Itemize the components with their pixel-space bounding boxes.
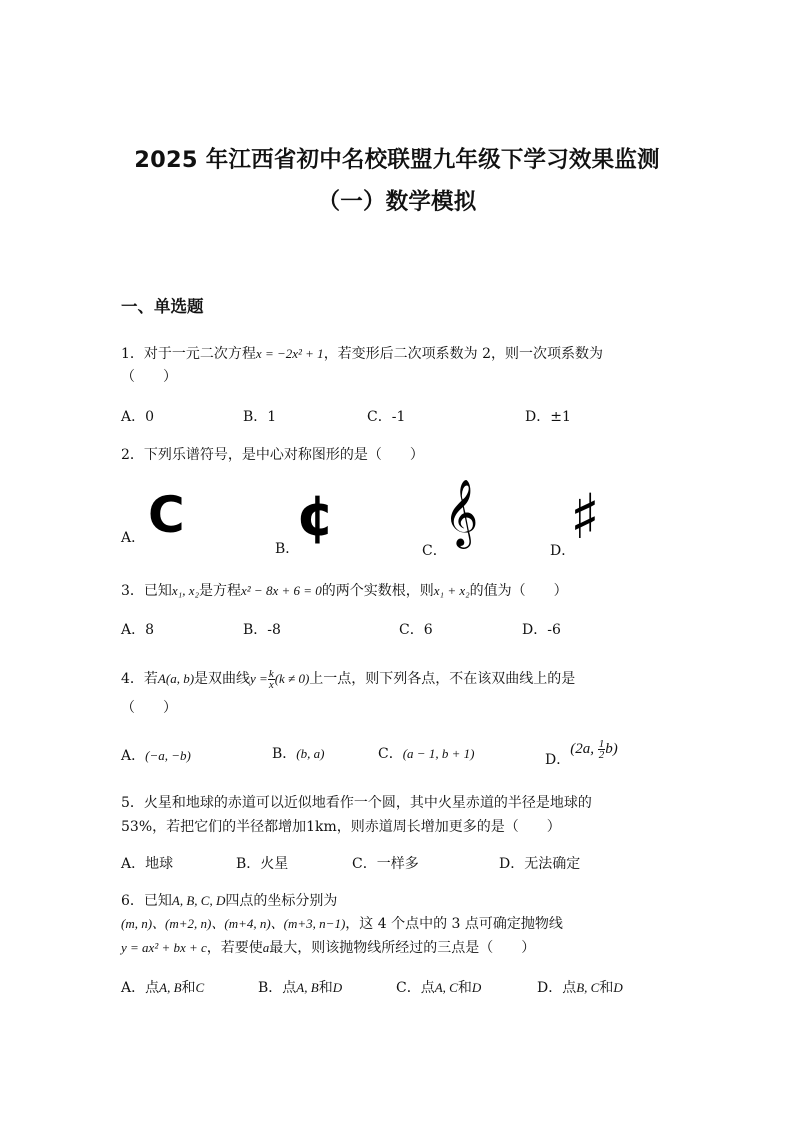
q4-option-c-math: (a − 1, b + 1)	[402, 746, 475, 761]
q1-option-c[interactable]: C．-1	[367, 409, 406, 425]
q4-option-d[interactable]	[545, 737, 618, 768]
q6-option-c[interactable]	[396, 977, 481, 997]
question-3-roots: x₁, x₂	[171, 583, 200, 598]
q6-option-b[interactable]	[258, 977, 342, 997]
question-5-line-1: 5．火星和地球的赤道可以近似地看作一个圆，其中火星赤道的半径是地球的	[121, 795, 592, 811]
question-6-text-mid3: ，若要使	[206, 940, 263, 956]
question-6-text-tail: 四点的坐标分别为	[225, 893, 338, 909]
q6-option-d-label: D．点	[537, 980, 577, 996]
question-4-text-tail: 上一点，则下列各点，不在该双曲线上的是	[309, 671, 576, 687]
question-4-bracket: （ ）	[121, 700, 177, 716]
question-6-text: 6．已知	[121, 893, 172, 909]
q6-option-d-last: D	[613, 980, 623, 995]
q6-option-a[interactable]	[121, 977, 204, 997]
question-4-condition: (k ≠ 0)	[274, 671, 310, 686]
fraction-numerator: k	[268, 667, 274, 680]
q6-option-b-points: A, B	[296, 980, 319, 995]
q4-option-b-label: B．	[272, 746, 297, 762]
question-3-text-mid: 是方程	[199, 583, 242, 599]
q4-option-a[interactable]	[121, 745, 191, 765]
question-6-line-2	[121, 913, 563, 933]
q4-option-a-math: (−a, −b)	[145, 748, 191, 763]
q6-option-a-and: 和	[181, 980, 196, 996]
sharp-icon: ♯	[570, 480, 601, 553]
question-3-text: 3．已知	[121, 583, 172, 599]
treble-clef-icon: 𝄞	[444, 478, 479, 546]
question-6-coordinates: (m, n)、(m+2, n)、(m+4, n)、(m+3, n−1)	[121, 916, 346, 931]
q6-option-d-points: B, C	[576, 980, 600, 995]
q5-option-a[interactable]: A．地球	[121, 856, 174, 872]
fraction-denominator: x	[268, 678, 274, 691]
question-3-text-mid2: 的两个实数根，则	[321, 583, 434, 599]
question-3-sum: x₁ + x₂	[433, 583, 470, 598]
q6-option-b-last: D	[332, 980, 343, 995]
question-1-text-tail: ，若变形后二次项系数为 2，则一次项系数为	[323, 346, 604, 362]
q4-option-d-math: (2a,	[570, 741, 598, 757]
q4-option-b-math: (b, a)	[296, 746, 325, 761]
question-6-text-mid: ，这 4 个点中的 3 点可确定抛物线	[345, 916, 563, 932]
page-subtitle: （一）数学模拟	[317, 189, 477, 215]
cut-time-icon: ¢	[296, 484, 335, 549]
question-6-line-3	[121, 937, 535, 957]
q6-option-a-points: A, B	[159, 980, 182, 995]
q5-option-b[interactable]: B．火星	[236, 856, 289, 872]
fraction-numerator: 1	[598, 737, 605, 750]
question-3-equation: x² − 8x + 6 = 0	[241, 583, 322, 598]
q1-option-d[interactable]: D．±1	[525, 409, 571, 425]
question-4-func-lhs: y =	[250, 671, 268, 686]
q6-option-c-points: A, C	[434, 980, 458, 995]
q3-option-c[interactable]: C．6	[399, 622, 433, 638]
question-1-bracket: （ ）	[121, 369, 177, 385]
section-heading: 一、单选题	[121, 297, 204, 316]
q4-option-b[interactable]	[272, 743, 324, 763]
q6-option-d[interactable]	[537, 977, 623, 997]
q3-option-b[interactable]: B．-8	[243, 622, 281, 638]
q6-option-d-and: 和	[599, 980, 614, 996]
question-2-text: 2．下列乐谱符号，是中心对称图形的是（ ）	[121, 447, 424, 463]
q1-option-b[interactable]: B．1	[243, 409, 277, 425]
question-5-line-2: 53%，若把它们的半径都增加1km，则赤道周长增加更多的是（ ）	[121, 819, 561, 835]
question-4-text: 4．若	[121, 671, 158, 687]
q6-option-c-label: C．点	[396, 980, 435, 996]
question-3-text-tail: 的值为（ ）	[469, 583, 568, 599]
question-6-line-1	[121, 890, 337, 910]
question-4-point: A(a, b)	[157, 671, 195, 686]
q6-option-a-last: C	[195, 980, 205, 995]
question-4-fraction	[268, 669, 275, 690]
q3-option-d[interactable]: D．-6	[522, 622, 561, 638]
q6-option-a-label: A．点	[121, 980, 160, 996]
page-title: 2025 年江西省初中名校联盟九年级下学习效果监测	[134, 147, 660, 173]
question-6-coefficient: a	[262, 940, 270, 955]
q4-option-c-label: C．	[378, 746, 403, 762]
q4-option-d-math-tail: b)	[605, 741, 618, 757]
question-3	[121, 580, 568, 600]
common-time-icon: C	[148, 486, 185, 544]
q4-option-c[interactable]	[378, 743, 474, 763]
question-4-text-mid: 是双曲线	[194, 671, 251, 687]
fraction-denominator: 2	[598, 748, 605, 761]
q2-option-c[interactable]: C．	[422, 543, 447, 559]
q4-option-a-label: A．	[121, 748, 146, 764]
question-1	[121, 343, 603, 363]
q4-option-d-label: D．	[545, 752, 571, 768]
q6-option-c-last: D	[471, 980, 482, 995]
q3-option-a[interactable]: A．8	[121, 622, 155, 638]
question-1-text: 1．对于一元二次方程	[121, 346, 256, 362]
q5-option-d[interactable]: D．无法确定	[499, 856, 581, 872]
question-6-parabola: y = ax² + bx + c	[121, 940, 207, 955]
question-1-equation: x = −2x² + 1	[255, 346, 324, 361]
question-6-text-tail-2: 最大，则该抛物线所经过的三点是（ ）	[269, 940, 536, 956]
q6-option-c-and: 和	[457, 980, 472, 996]
q1-option-a[interactable]: A．0	[121, 409, 155, 425]
q6-option-b-and: 和	[318, 980, 333, 996]
q2-option-a[interactable]: A．	[121, 530, 146, 546]
question-6-points: A, B, C, D	[171, 893, 226, 908]
q2-option-d[interactable]: D．	[550, 543, 576, 559]
q2-option-b[interactable]: B．	[275, 541, 300, 557]
q5-option-c[interactable]: C．一样多	[352, 856, 419, 872]
question-4	[121, 668, 575, 690]
q6-option-b-label: B．点	[258, 980, 297, 996]
